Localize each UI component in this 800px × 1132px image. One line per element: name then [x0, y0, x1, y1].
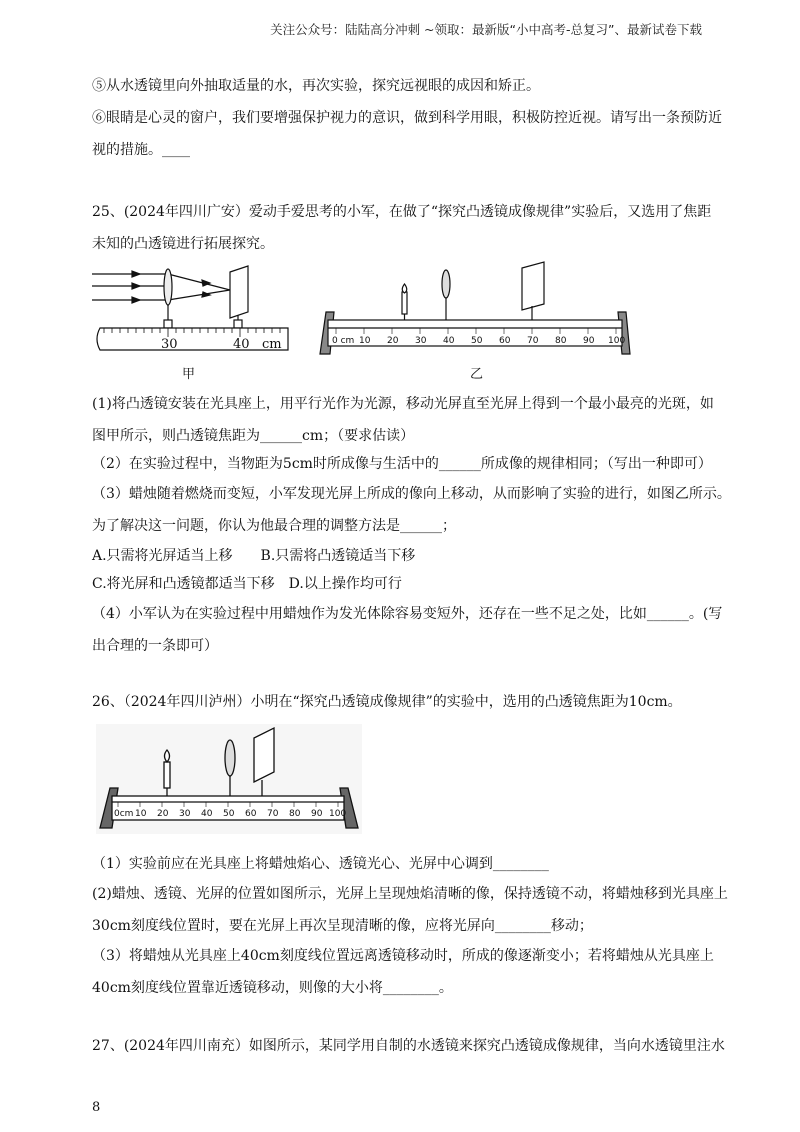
text-line: 为了解决这一问题，你认为他最合理的调整方法是______；: [92, 518, 456, 534]
tick-label: 30: [161, 337, 178, 352]
scale-label: 10: [359, 336, 371, 346]
scale-label: 90: [583, 336, 595, 346]
text-line: （3）蜡烛随着燃烧而变短，小军发现光屏上所成的像向上移动，从而影响了实验的进行，如图乙所示。: [92, 486, 731, 502]
scale-label: 50: [223, 809, 235, 819]
text-line: 40cm刻度线位置靠近透镜移动，则像的大小将________。: [92, 980, 453, 996]
scale-label: 0 cm: [332, 336, 355, 346]
scale-label: 30: [415, 336, 427, 346]
text-line: 未知的凸透镜进行拓展探究。: [92, 236, 274, 252]
scale-label: 30: [179, 809, 191, 819]
text-line: （3）将蜡烛从光具座上40cm刻度线位置远离透镜移动时，所成的像逐渐变小；若将蜡烛从光具座上: [92, 948, 714, 964]
option-line: C.将光屏和凸透镜都适当下移 D.以上操作均可行: [92, 576, 402, 592]
page-header: 关注公众号：陆陆高分冲刺 ~领取：最新版“小中高考-总复习”、最新试卷下载: [270, 22, 702, 37]
scale-label: 70: [527, 336, 539, 346]
text-line: (2)蜡烛、透镜、光屏的位置如图所示，光屏上呈现烛焰清晰的像，保持透镜不动，将蜡烛移到光具座上: [92, 886, 728, 902]
scale-label: 90: [311, 809, 323, 819]
text-line: 30cm刻度线位置时，要在光屏上再次呈现清晰的像，应将光屏向________移动；: [92, 918, 593, 934]
text-line: 图甲所示，则凸透镜焦距为______cm；（要求估读）: [92, 428, 415, 444]
scale-label: 40: [443, 336, 455, 346]
question-27-title: 27、(2024年四川南充）如图所示，某同学用自制的水透镜来探究凸透镜成像规律，当向水透镜里注水: [92, 1038, 725, 1054]
unit-label: cm: [262, 337, 282, 352]
scale-label: 20: [387, 336, 399, 346]
text-line: （1）实验前应在光具座上将蜡烛焰心、透镜光心、光屏中心调到________: [92, 856, 549, 872]
text-line: ⑤从水透镜里向外抽取适量的水，再次实验，探究远视眼的成因和矫正。: [92, 78, 540, 94]
text-line: （4）小军认为在实验过程中用蜡烛作为发光体除容易变短外，还存在一些不足之处，比如______。(写: [92, 606, 723, 622]
tick-label: 40: [233, 337, 250, 352]
figure-caption: 乙: [470, 367, 484, 382]
option-line: A.只需将光屏适当上移 B.只需将凸透镜适当下移: [92, 548, 416, 564]
scale-label: 80: [289, 809, 301, 819]
question-25-title: 25、(2024年四川广安）爱动手爱思考的小军，在做了“探究凸透镜成像规律”实验后，又选用了焦距: [92, 204, 712, 220]
scale-label: 70: [267, 809, 279, 819]
scale-label: 10: [135, 809, 147, 819]
figure-caption: 甲: [182, 367, 196, 382]
text-line: （2）在实验过程中，当物距为5cm时所成像与生活中的______所成像的规律相同；（写出一种即可）: [92, 456, 712, 472]
figure-yi: [318, 262, 634, 382]
scale-label: 20: [157, 809, 169, 819]
question-26-title: 26、（2024年四川泸州）小明在“探究凸透镜成像规律”的实验中，选用的凸透镜焦距为10cm。: [92, 694, 682, 710]
scale-label: 60: [245, 809, 257, 819]
scale-label: 100: [608, 336, 626, 346]
scale-label: 40: [201, 809, 213, 819]
text-line: ⑥眼睛是心灵的窗户，我们要增强保护视力的意识，做到科学用眼，积极防控近视。请写出一条预防近: [92, 110, 722, 126]
text-line: (1)将凸透镜安装在光具座上，用平行光作为光源，移动光屏直至光屏上得到一个最小最亮的光斑，如: [92, 396, 714, 412]
page-number: 8: [92, 1100, 101, 1115]
text-line: 出合理的一条即可）: [92, 638, 218, 654]
scale-label: 50: [471, 336, 483, 346]
scale-label: 60: [499, 336, 511, 346]
scale-label: 0cm: [114, 809, 134, 819]
text-line: 视的措施。____: [92, 142, 190, 158]
scale-label: 100: [329, 809, 347, 819]
figure-q26: [96, 724, 362, 834]
figure-jia: [92, 262, 292, 382]
scale-label: 80: [555, 336, 567, 346]
